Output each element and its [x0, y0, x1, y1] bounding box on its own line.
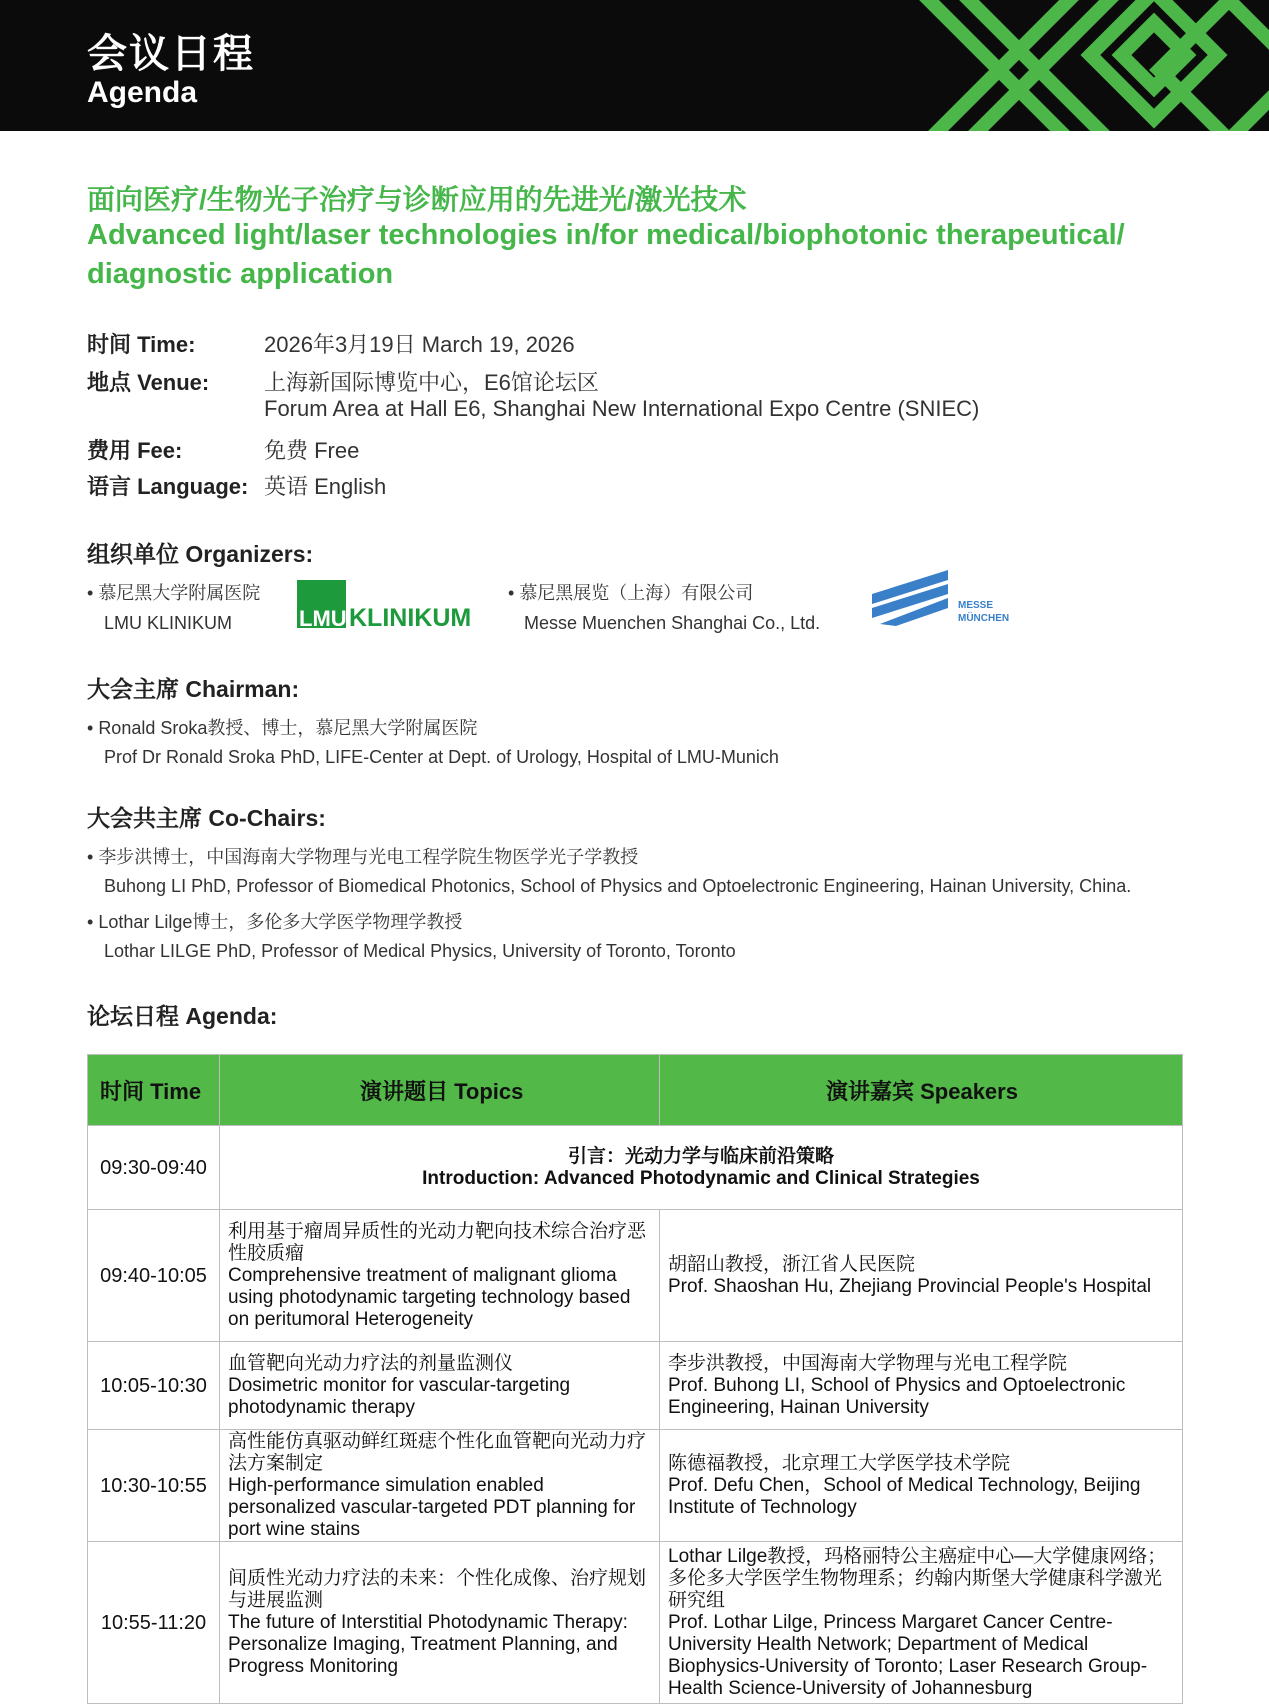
chairman-en: Prof Dr Ronald Sroka PhD, LIFE-Center at Dept. of Urology, Hospital of LMU-Munich	[104, 747, 779, 767]
row-4-speaker-en: Prof. Lothar Lilge, Princess Margaret Cancer Centre-University Health Network; Department of Medical Biophysics-University of Toronto; Laser Research Group-Health Science-University of Johannesburg	[668, 1611, 1148, 1699]
page-title-en: Advanced light/laser technologies in/for medical/biophotonic therapeutical/ diagnostic application	[87, 219, 1125, 290]
row-2-topic	[220, 1342, 660, 1430]
row-2-topic-en: Dosimetric monitor for vascular-targeting photodynamic therapy	[228, 1374, 571, 1418]
lmu-klinikum-logo	[297, 580, 477, 630]
page-title-zh: 面向医疗/生物光子治疗与诊断应用的先进光/激光技术	[87, 184, 747, 215]
row-3-topic-en: High-performance simulation enabled personalized vascular-targeted PDT planning for port wine stains	[228, 1474, 636, 1540]
organizer-2-en: Messe Muenchen Shanghai Co., Ltd.	[524, 613, 821, 633]
row-2-speaker-zh: 李步洪教授，中国海南大学物理与光电工程学院	[668, 1352, 1068, 1374]
info-fee-label: 费用 Fee:	[87, 438, 183, 463]
intro-topic	[220, 1126, 1183, 1210]
row-1-topic-zh: 利用基于瘤周异质性的光动力靶向技术综合治疗恶性胶质瘤	[228, 1220, 647, 1264]
cochair-1-en: Buhong LI PhD, Professor of Biomedical Photonics, School of Physics and Optoelectronic Engineering, Hainan University, China.	[104, 876, 1132, 896]
col-topics: 演讲题目 Topics	[220, 1055, 660, 1126]
info-fee-value: 免费 Free	[264, 438, 360, 463]
row-4-time: 10:55-11:20	[88, 1542, 220, 1704]
messe-logo-b: MÜNCHEN	[958, 613, 1010, 624]
row-1-topic	[220, 1210, 660, 1342]
row-1-speaker-zh: 胡韶山教授，浙江省人民医院	[668, 1253, 916, 1275]
organizer-2-zh: • 慕尼黑展览（上海）有限公司	[508, 583, 754, 603]
row-4-speaker	[660, 1542, 1183, 1704]
row-1-speaker-en: Prof. Shaoshan Hu, Zhejiang Provincial People's Hospital	[668, 1275, 1152, 1297]
row-1-time: 09:40-10:05	[88, 1210, 220, 1342]
cochair-1-zh-text: 李步洪博士，中国海南大学物理与光电工程学院生物医学光子学教授	[98, 847, 639, 867]
table-row	[88, 1542, 1183, 1704]
agenda-table	[87, 1054, 1183, 1704]
table-row	[88, 1430, 1183, 1542]
lmu-logo-b: KLINIKUM	[349, 604, 472, 630]
row-4-topic	[220, 1542, 660, 1704]
lmu-logo-a: LMU	[299, 606, 347, 630]
chairman-zh-text: Ronald Sroka教授、博士，慕尼黑大学附属医院	[98, 718, 478, 738]
agenda-header-row	[88, 1055, 1183, 1126]
intro-time: 09:30-09:40	[88, 1126, 220, 1210]
table-row	[88, 1210, 1183, 1342]
agenda-intro-row	[88, 1126, 1183, 1210]
info-venue-value-en: Forum Area at Hall E6, Shanghai New International Expo Centre (SNIEC)	[264, 396, 980, 421]
info-language-value: 英语 English	[264, 474, 387, 499]
info-venue-label: 地点 Venue:	[87, 370, 210, 395]
agenda-heading: 论坛日程 Agenda:	[87, 1003, 278, 1029]
organizers-heading: 组织单位 Organizers:	[87, 541, 314, 567]
row-3-speaker-en: Prof. Defu Chen，School of Medical Technology, Beijing Institute of Technology	[668, 1474, 1141, 1518]
row-1-topic-en: Comprehensive treatment of malignant glioma using photodynamic targeting technology based on peritumoral Heterogeneity	[228, 1264, 631, 1330]
cochairs-heading: 大会共主席 Co-Chairs:	[87, 805, 326, 831]
cochair-1-zh: • 李步洪博士，中国海南大学物理与光电工程学院生物医学光子学教授	[87, 847, 639, 867]
header-pattern-icon	[909, 0, 1269, 131]
info-venue-value-zh: 上海新国际博览中心，E6馆论坛区	[264, 370, 599, 395]
messe-muenchen-logo	[872, 570, 1022, 626]
row-1-speaker	[660, 1210, 1183, 1342]
row-4-speaker-zh: Lothar Lilge教授，玛格丽特公主癌症中心—大学健康网络；多伦多大学医学生物物理系；约翰内斯堡大学健康科学激光研究组	[668, 1545, 1167, 1611]
row-2-time: 10:05-10:30	[88, 1342, 220, 1430]
info-language-label: 语言 Language:	[87, 474, 249, 499]
chairman-zh: • Ronald Sroka教授、博士，慕尼黑大学附属医院	[87, 718, 478, 738]
row-4-topic-zh: 间质性光动力疗法的未来：个性化成像、治疗规划与进展监测	[228, 1567, 647, 1611]
messe-logo-a: MESSE	[958, 600, 994, 611]
row-3-topic-zh: 高性能仿真驱动鲜红斑痣个性化血管靶向光动力疗法方案制定	[228, 1430, 647, 1474]
row-2-speaker	[660, 1342, 1183, 1430]
col-speakers: 演讲嘉宾 Speakers	[660, 1055, 1183, 1126]
row-4-topic-en: The future of Interstitial Photodynamic Therapy: Personalize Imaging, Treatment Planning, and Progress Monitoring	[228, 1611, 628, 1677]
cochair-2-zh: • Lothar Lilge博士，多伦多大学医学物理学教授	[87, 912, 463, 932]
organizer-2-zh-text: 慕尼黑展览（上海）有限公司	[519, 583, 754, 603]
page-header	[0, 0, 1269, 131]
row-3-speaker-zh: 陈德福教授，北京理工大学医学技术学院	[668, 1452, 1011, 1474]
row-2-speaker-en: Prof. Buhong LI, School of Physics and Optoelectronic Engineering, Hainan University	[668, 1374, 1126, 1418]
organizer-1-en: LMU KLINIKUM	[104, 613, 233, 633]
organizer-1-zh-text: 慕尼黑大学附属医院	[98, 583, 261, 603]
row-2-topic-zh: 血管靶向光动力疗法的剂量监测仪	[228, 1352, 514, 1374]
col-time: 时间 Time	[88, 1055, 220, 1126]
row-3-time: 10:30-10:55	[88, 1430, 220, 1542]
header-title-en: Agenda	[87, 76, 198, 109]
cochair-2-zh-text: Lothar Lilge博士，多伦多大学医学物理学教授	[98, 912, 463, 932]
row-3-topic	[220, 1430, 660, 1542]
table-row	[88, 1342, 1183, 1430]
intro-topic-zh: 引言：光动力学与临床前沿策略	[567, 1145, 834, 1167]
info-time-value: 2026年3月19日 March 19, 2026	[264, 332, 575, 357]
cochair-2-en: Lothar LILGE PhD, Professor of Medical Physics, University of Toronto, Toronto	[104, 941, 736, 961]
row-3-speaker	[660, 1430, 1183, 1542]
organizer-1-zh: • 慕尼黑大学附属医院	[87, 583, 261, 603]
header-title-zh: 会议日程	[87, 32, 255, 76]
intro-topic-en: Introduction: Advanced Photodynamic and Clinical Strategies	[422, 1167, 980, 1189]
chairman-heading: 大会主席 Chairman:	[87, 676, 300, 702]
info-time-label: 时间 Time:	[87, 332, 196, 357]
